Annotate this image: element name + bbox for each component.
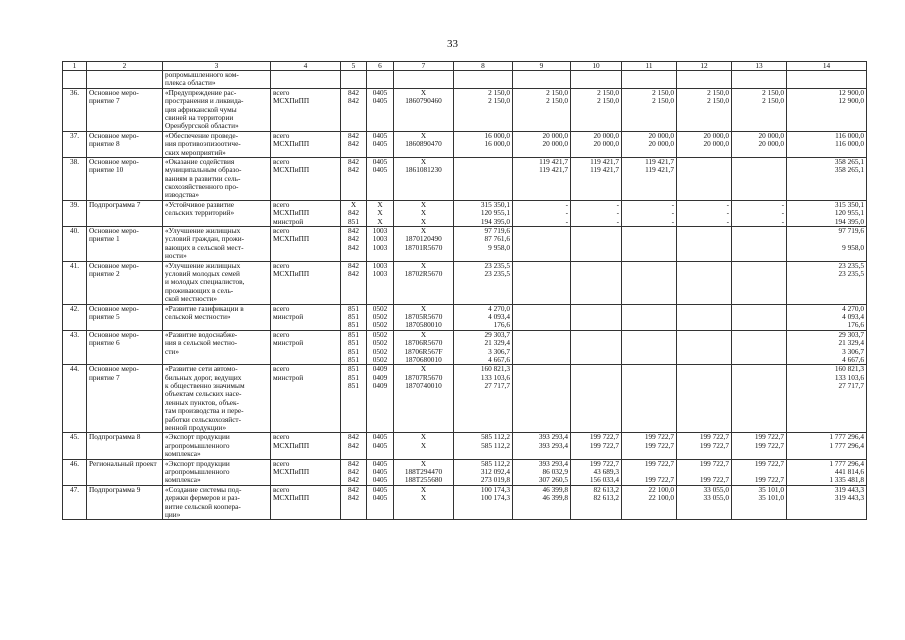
value-cell: Х 18702R5670 [394, 261, 454, 304]
value-cell: 160 821,3 133 103,6 27 717,7 [787, 365, 867, 433]
column-header: 4 [271, 62, 341, 71]
value-cell: всего минстрой [271, 365, 341, 433]
value-cell: 116 000,0 116 000,0 [787, 131, 867, 157]
value-cell: 2 150,0 2 150,0 [677, 88, 732, 131]
row-number: 38. [63, 157, 87, 200]
value-cell [513, 261, 571, 304]
value-cell: Х 1870120490 18701R5670 [394, 227, 454, 262]
value-cell: 0405 0405 [367, 485, 394, 520]
value-cell: 851 851 851 [341, 365, 367, 433]
column-header: 8 [454, 62, 513, 71]
event-name: Подпрограмма 7 [87, 200, 163, 226]
value-cell: - - - [677, 200, 732, 226]
value-cell: 23 235,5 23 235,5 [454, 261, 513, 304]
event-name: Основное меро- приятие 2 [87, 261, 163, 304]
value-cell: 119 421,7 119 421,7 [622, 157, 677, 200]
event-name: Подпрограмма 9 [87, 485, 163, 520]
event-name: Основное меро- приятие 7 [87, 365, 163, 433]
event-name: Региональный проект [87, 459, 163, 485]
event-description: «Развитие сети автомо- бильных дорог, ведущих к общественно значимым объектам сельских насе- ленных пунктов, объек- там производства и пере- работки сельскохозяйст- венной продукции» [163, 365, 271, 433]
value-cell: - - - [622, 200, 677, 226]
value-cell: 1003 1003 [367, 261, 394, 304]
value-cell: всего МСХПиПП [271, 261, 341, 304]
row-number [63, 71, 87, 89]
value-cell: 199 722,7 199 722,7 [732, 459, 787, 485]
page-number: 33 [447, 38, 458, 50]
value-cell: 100 174,3 100 174,3 [454, 485, 513, 520]
value-cell: 1003 1003 1003 [367, 227, 394, 262]
event-description: «Развитие газификации в сельской местности» [163, 304, 271, 330]
event-description: «Улучшение жилищных условий молодых семей и молодых специалистов, проживающих в сель- ской местности» [163, 261, 271, 304]
value-cell: 1 777 296,4 1 777 296,4 [787, 433, 867, 459]
value-cell: 842 842 [341, 88, 367, 131]
row-number: 44. [63, 365, 87, 433]
table-row [63, 261, 867, 304]
value-cell: 851 851 851 851 [341, 330, 367, 365]
table-row [63, 304, 867, 330]
value-cell: 199 722,7 43 689,3 156 033,4 [571, 459, 622, 485]
value-cell: всего МСХПиПП [271, 227, 341, 262]
row-number: 46. [63, 459, 87, 485]
event-description: «Экспорт продукции агропромышленного комплекса» [163, 459, 271, 485]
value-cell [571, 71, 622, 89]
value-cell [732, 261, 787, 304]
value-cell: 29 303,7 21 329,4 3 306,7 4 667,6 [787, 330, 867, 365]
column-header: 3 [163, 62, 271, 71]
event-description: «Оказание содействия муниципальным образо- ваниям в развитии сель- скохозяйственного про- изводства» [163, 157, 271, 200]
value-cell [622, 71, 677, 89]
value-cell [787, 71, 867, 89]
value-cell: Х 18705R5670 1870580010 [394, 304, 454, 330]
value-cell: 0502 0502 0502 0502 [367, 330, 394, 365]
value-cell: 315 350,1 120 955,1 194 395,0 [787, 200, 867, 226]
value-cell: 842 842 [341, 157, 367, 200]
value-cell: 1 777 296,4 441 814,6 1 335 481,8 [787, 459, 867, 485]
value-cell [677, 330, 732, 365]
event-name: Основное меро- приятие 5 [87, 304, 163, 330]
value-cell: 20 000,0 20 000,0 [622, 131, 677, 157]
value-cell: 0409 0409 0409 [367, 365, 394, 433]
table-row [63, 157, 867, 200]
value-cell: 842 842 842 [341, 227, 367, 262]
value-cell [571, 330, 622, 365]
table-row [63, 227, 867, 262]
value-cell: 2 150,0 2 150,0 [732, 88, 787, 131]
value-cell: 842 842 [341, 485, 367, 520]
value-cell: 97 719,6 9 958,0 [787, 227, 867, 262]
value-cell: 315 350,1 120 955,1 194 395,0 [454, 200, 513, 226]
value-cell: 20 000,0 20 000,0 [513, 131, 571, 157]
event-name: Основное меро- приятие 8 [87, 131, 163, 157]
value-cell [622, 227, 677, 262]
value-cell [732, 157, 787, 200]
table-row [63, 200, 867, 226]
value-cell: 4 270,0 4 093,4 176,6 [787, 304, 867, 330]
table-row [63, 459, 867, 485]
event-description: «Предупреждение рас- пространения и ликвида- ция африканской чумы свиней на территории Оренбургской области» [163, 88, 271, 131]
value-cell: 29 303,7 21 329,4 3 306,7 4 667,6 [454, 330, 513, 365]
value-cell: всего МСХПиПП [271, 131, 341, 157]
value-cell [677, 157, 732, 200]
value-cell: 4 270,0 4 093,4 176,6 [454, 304, 513, 330]
value-cell [513, 304, 571, 330]
value-cell: 199 722,7 199 722,7 [677, 459, 732, 485]
value-cell: 0405 0405 0405 [367, 459, 394, 485]
value-cell [571, 365, 622, 433]
header-row [63, 62, 867, 71]
event-description: «Развитие водоснабже- ния в сельской местно- сти» [163, 330, 271, 365]
column-header: 7 [394, 62, 454, 71]
value-cell: 160 821,3 133 103,6 27 717,7 [454, 365, 513, 433]
value-cell: Х 188Т294470 188Т255680 [394, 459, 454, 485]
value-cell: 119 421,7 119 421,7 [571, 157, 622, 200]
row-number: 40. [63, 227, 87, 262]
column-header: 5 [341, 62, 367, 71]
table-row [63, 485, 867, 520]
value-cell [454, 157, 513, 200]
value-cell: 842 842 [341, 433, 367, 459]
value-cell: 0405 0405 [367, 88, 394, 131]
event-name: Основное меро- приятие 1 [87, 227, 163, 262]
value-cell [622, 261, 677, 304]
value-cell: 842 842 [341, 261, 367, 304]
value-cell [732, 365, 787, 433]
value-cell [622, 330, 677, 365]
value-cell: 393 293,4 86 032,9 307 260,5 [513, 459, 571, 485]
value-cell [367, 71, 394, 89]
event-name: Подпрограмма 8 [87, 433, 163, 459]
event-description: «Обеспечение проведе- ния противоэпизоотиче- ских мероприятий» [163, 131, 271, 157]
value-cell [454, 71, 513, 89]
value-cell: 842 842 842 [341, 459, 367, 485]
value-cell: всего МСХПиПП минстрой [271, 200, 341, 226]
value-cell: 393 293,4 393 293,4 [513, 433, 571, 459]
event-name: Основное меро- приятие 6 [87, 330, 163, 365]
value-cell: 0405 0405 [367, 157, 394, 200]
value-cell: - - - [571, 200, 622, 226]
value-cell: 23 235,5 23 235,5 [787, 261, 867, 304]
value-cell [732, 71, 787, 89]
value-cell: всего МСХПиПП [271, 157, 341, 200]
value-cell: 2 150,0 2 150,0 [454, 88, 513, 131]
value-cell [394, 71, 454, 89]
value-cell: 46 399,8 46 399,8 [513, 485, 571, 520]
value-cell [677, 261, 732, 304]
value-cell [732, 330, 787, 365]
event-description: «Создание системы под- держки фермеров и раз- витие сельской коопера- ции» [163, 485, 271, 520]
value-cell [677, 71, 732, 89]
row-number: 36. [63, 88, 87, 131]
value-cell: 842 842 [341, 131, 367, 157]
event-description: «Устойчивое развитие сельских территорий» [163, 200, 271, 226]
value-cell: всего минстрой [271, 304, 341, 330]
value-cell: 0405 0405 [367, 433, 394, 459]
value-cell: Х Х [394, 485, 454, 520]
table-row [63, 71, 867, 89]
value-cell: всего минстрой [271, 330, 341, 365]
value-cell: всего МСХПиПП [271, 433, 341, 459]
value-cell [513, 365, 571, 433]
value-cell [732, 227, 787, 262]
column-header: 10 [571, 62, 622, 71]
value-cell: Х 1861081230 [394, 157, 454, 200]
value-cell [341, 71, 367, 89]
column-header: 2 [87, 62, 163, 71]
table-row [63, 365, 867, 433]
value-cell: 199 722,7 199 722,7 [571, 433, 622, 459]
value-cell: 2 150,0 2 150,0 [571, 88, 622, 131]
row-number: 37. [63, 131, 87, 157]
value-cell: 0502 0502 0502 [367, 304, 394, 330]
value-cell [677, 365, 732, 433]
value-cell: Х Х [394, 433, 454, 459]
value-cell: 319 443,3 319 443,3 [787, 485, 867, 520]
value-cell: 199 722,7 199 722,7 [622, 433, 677, 459]
value-cell: всего МСХПиПП [271, 88, 341, 131]
value-cell: 20 000,0 20 000,0 [732, 131, 787, 157]
value-cell: - - - [513, 200, 571, 226]
value-cell: 20 000,0 20 000,0 [571, 131, 622, 157]
value-cell: 20 000,0 20 000,0 [677, 131, 732, 157]
table-row [63, 88, 867, 131]
row-number: 47. [63, 485, 87, 520]
value-cell [677, 227, 732, 262]
value-cell: 82 613,2 82 613,2 [571, 485, 622, 520]
event-name: Основное меро- приятие 7 [87, 88, 163, 131]
value-cell [571, 304, 622, 330]
row-number: 41. [63, 261, 87, 304]
value-cell [513, 227, 571, 262]
row-number: 43. [63, 330, 87, 365]
value-cell: 585 112,2 312 092,4 273 019,8 [454, 459, 513, 485]
value-cell [677, 304, 732, 330]
value-cell: 199 722,7 199 722,7 [622, 459, 677, 485]
value-cell [622, 304, 677, 330]
value-cell: 97 719,6 87 761,6 9 958,0 [454, 227, 513, 262]
value-cell: 0405 0405 [367, 131, 394, 157]
row-number: 42. [63, 304, 87, 330]
value-cell: всего МСХПиПП [271, 459, 341, 485]
column-header: 11 [622, 62, 677, 71]
table-row [63, 330, 867, 365]
value-cell: Х 18706R5670 18706R567F 1870680010 [394, 330, 454, 365]
value-cell: Х 18707R5670 1870740010 [394, 365, 454, 433]
column-header: 9 [513, 62, 571, 71]
column-header: 12 [677, 62, 732, 71]
value-cell: Х 842 851 [341, 200, 367, 226]
value-cell: 2 150,0 2 150,0 [513, 88, 571, 131]
column-header: 6 [367, 62, 394, 71]
value-cell: 33 055,0 33 055,0 [677, 485, 732, 520]
value-cell: Х 1860790460 [394, 88, 454, 131]
event-name: Основное меро- приятие 10 [87, 157, 163, 200]
value-cell [271, 71, 341, 89]
value-cell: 199 722,7 199 722,7 [732, 433, 787, 459]
value-cell [622, 365, 677, 433]
value-cell: Х 1860890470 [394, 131, 454, 157]
value-cell: 22 100,0 22 100,0 [622, 485, 677, 520]
value-cell: Х Х Х [394, 200, 454, 226]
column-header: 14 [787, 62, 867, 71]
value-cell: 16 000,0 16 000,0 [454, 131, 513, 157]
column-header: 13 [732, 62, 787, 71]
value-cell: Х Х Х [367, 200, 394, 226]
budget-table [62, 61, 867, 520]
value-cell: 12 900,0 12 900,0 [787, 88, 867, 131]
value-cell: 2 150,0 2 150,0 [622, 88, 677, 131]
value-cell: 851 851 851 [341, 304, 367, 330]
table-row [63, 433, 867, 459]
row-number: 39. [63, 200, 87, 226]
value-cell: 199 722,7 199 722,7 [677, 433, 732, 459]
value-cell: 358 265,1 358 265,1 [787, 157, 867, 200]
event-name [87, 71, 163, 89]
value-cell: 585 112,2 585 112,2 [454, 433, 513, 459]
event-description: ропромышленного ком- плекса области» [163, 71, 271, 89]
event-description: «Улучшение жилищных условий граждан, прожи- вающих в сельской мест- ности» [163, 227, 271, 262]
value-cell: 119 421,7 119 421,7 [513, 157, 571, 200]
value-cell: - - - [732, 200, 787, 226]
value-cell [571, 227, 622, 262]
row-number: 45. [63, 433, 87, 459]
value-cell [571, 261, 622, 304]
table-row [63, 131, 867, 157]
value-cell [732, 304, 787, 330]
value-cell [513, 71, 571, 89]
column-header: 1 [63, 62, 87, 71]
value-cell [513, 330, 571, 365]
event-description: «Экспорт продукции агропромышленного комплекса» [163, 433, 271, 459]
value-cell: 35 101,0 35 101,0 [732, 485, 787, 520]
value-cell: всего МСХПиПП [271, 485, 341, 520]
